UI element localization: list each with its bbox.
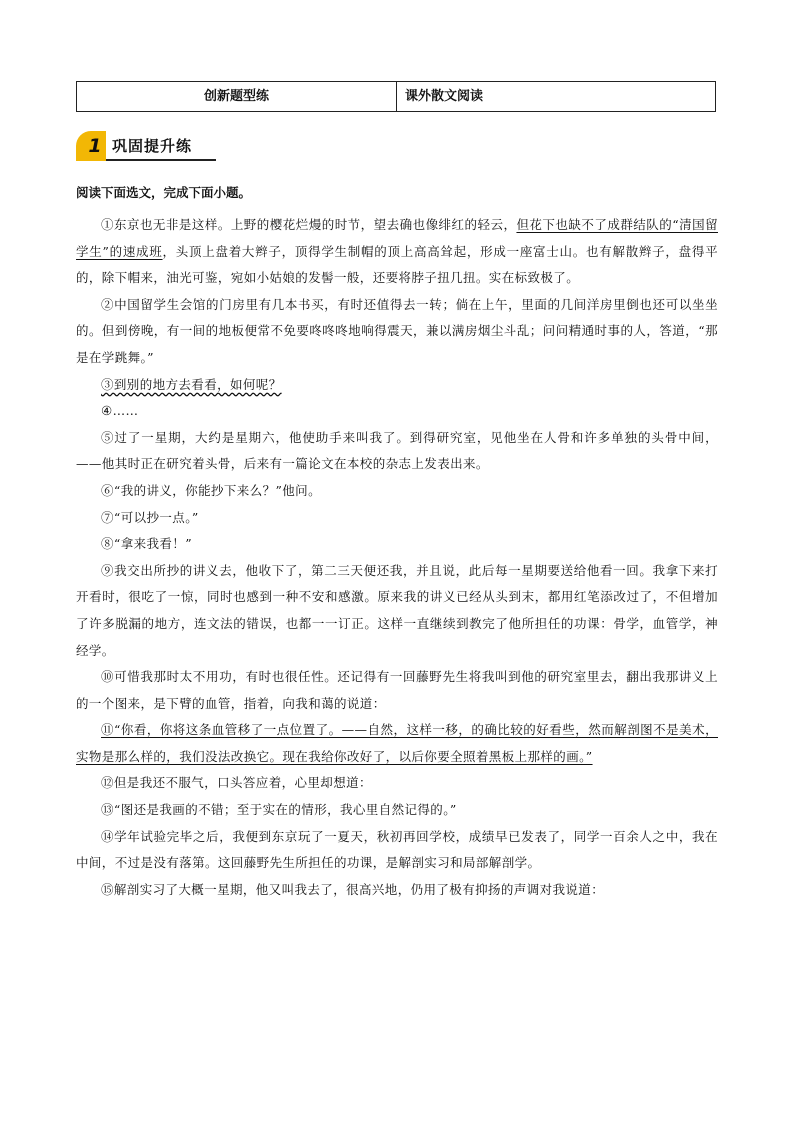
paragraph-12: ⑫但是我还不服气，口头答应着，心里却想道： [101,775,372,791]
instruction: 阅读下面选文，完成下面小题。 [76,185,252,200]
header-category: 创新题型练 [77,82,397,111]
paragraph-4: ④…… [101,403,139,419]
paragraph-8: ⑧“拿来我看！” [101,536,192,552]
paragraph-13: ⑬“图还是我画的不错；至于实在的情形，我心里自然记得的。” [101,802,457,818]
paragraph-5: ⑤过了一星期，大约是星期六，他使助手来叫我了。到得研究室，见他坐在人骨和许多单独的头骨中间，——他其时正在研究着头骨，后来有一篇论文在本校的杂志上发表出来。 [76,429,718,472]
paragraph-11-text: ⑪“你看，你将这条血管移了一点位置了。——自然，这样一移，的确比较的好看些，然而解剖图不是美术，实物是那么样的，我们没法改换它。现在我给你改好了，以后你要全照着黑板上那样的画。” [76,722,718,764]
paragraph-1 [76,212,718,292]
passage [76,212,718,903]
section-title: 巩固提升练 [112,137,193,155]
paragraph-7: ⑦“可以抄一点。” [101,509,199,525]
paragraph-11 [76,717,718,770]
paragraph-9: ⑨我交出所抄的讲义去，他收下了，第二三天便还我，并且说，此后每一星期要送给他看一回。我拿下来打开看时，很吃了一惊，同时也感到一种不安和感激。原来我的讲义已经从头到末，都用红笔添改过了，不但增加了许多脱漏的地方，连文法的错误，也都一一订正。这样一直继续到教完了他所担任的功课：骨学，血管学，神经学。 [76,562,718,658]
section-underline [106,159,216,161]
paragraph-3 [76,372,718,399]
header-table [76,81,716,112]
paragraph-15: ⑮解剖实习了大概一星期，他又叫我去了，很高兴地，仍用了极有抑扬的声调对我说道： [101,881,605,897]
paragraph-14: ⑭学年试验完毕之后，我便到东京玩了一夏天，秋初再回学校，成绩早已发表了，同学一百余人之中，我在中间，不过是没有落第。这回藤野先生所担任的功课，是解剖实习和局部解剖学。 [76,828,718,871]
section-heading [76,131,216,161]
paragraph-3-text: ③到别的地方去看看，如何呢？ [101,376,282,392]
header-topic: 课外散文阅读 [405,89,484,104]
paragraph-1-end: ，头顶上盘着大辫子，顶得学生制帽的顶上高高耸起，形成一座富士山。也有解散辫子，盘得平的，除下帽来，油光可鉴，宛如小姑娘的发髻一般，还要将脖子扭几扭。实在标致极了。 [76,243,718,286]
section-number: 1 [88,135,102,157]
paragraph-10: ⑩可惜我那时太不用功，有时也很任性。还记得有一回藤野先生将我叫到他的研究室里去，翻出我那讲义上的一个图来，是下臂的血管，指着，向我和蔼的说道： [76,669,718,711]
paragraph-6: ⑥“我的讲义，你能抄下来么？”他问。 [101,482,321,498]
paragraph-1-start: ①东京也无非是这样。上野的樱花烂熳的时节，望去确也像绯红的轻云， [101,217,517,232]
paragraph-2: ②中国留学生会馆的门房里有几本书买，有时还值得去一转；倘在上午，里面的几间洋房里倒也还可以坐坐的。但到傍晚，有一间的地板便常不免要咚咚咚地响得震天，兼以满房烟尘斗乱；问问精通时事的人，答道，“那是在学跳舞。” [76,296,718,365]
paragraph-1-underlined: 但花下也缺不了成群结队的“清国留学生”的速成班 [76,217,718,259]
